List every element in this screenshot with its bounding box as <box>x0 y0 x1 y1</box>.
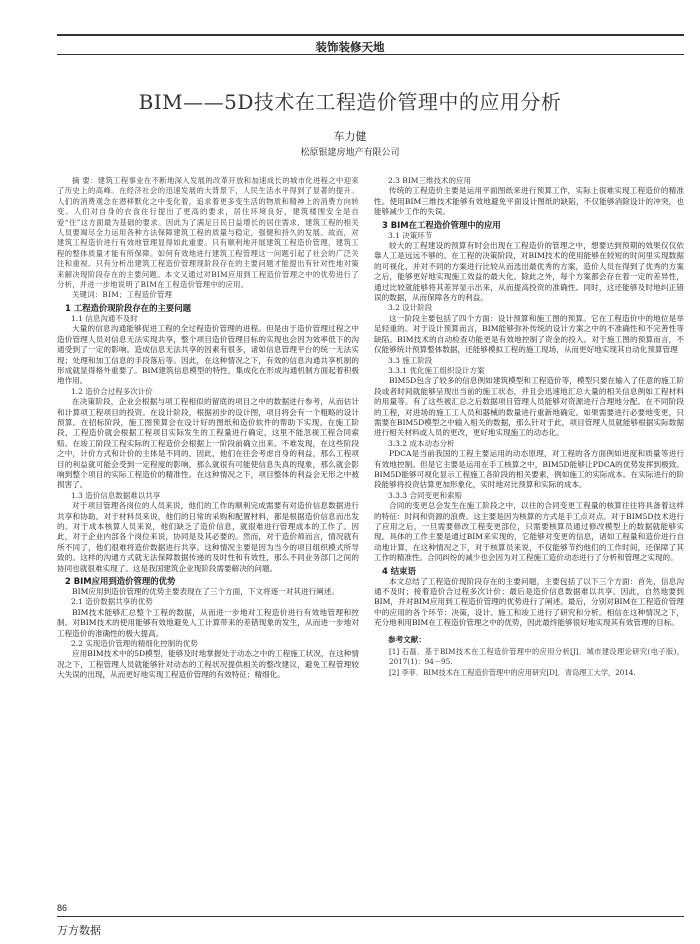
footer-rule <box>57 916 684 917</box>
abstract <box>57 176 359 290</box>
body-paragraph: 这一阶段主要包括了四个方面：设计预算和施工图的预算。它在工程造价中的地位是举足轻重的。对于设计预算而言，BIM能够弥补传统的设计方案之中的不准确性和不完善性等缺陷。BIM技术的自动检查功能更是有效地控制了资金的投入。对于施工图的预算而言，不仅能够统计预算整体数据，还能够模拟工程的施工现场，从而更好地实现其自动化预算管理 <box>374 313 684 355</box>
body-paragraph: 对于项目管理各岗位的人员来说，他们的工作的顺利完成需要有对造价信息数据进行共享和协助。对于材料员来说，他们的日常的采购和配置材料，都是根据造价信息而出发的。对于成本核算人员来说，他们缺乏了造价信息，就很难进行管理成本的工作了。因此，对于企业内部各个岗位来说，协同是及其必要的。然而，对于造价师而言，情况就有所不同了，他们很难将造价数据进行共享。这种情况主要是因为当今的项目组织模式所导致的。这样的沟通方式就无法保障数据传递的及时性和有效性，那么不同业务部门之间的协同也就很难实现了。这是我国建筑企业现阶段需要解决的问题。 <box>57 501 359 573</box>
subsubsection-heading: 3.3.3 合同变更和索赔 <box>388 490 462 500</box>
section-heading: 1 工程造价现阶段存在的主要问题 <box>65 302 191 313</box>
subsection-heading: 1.2 造价合过程多次计价 <box>71 386 153 396</box>
subsection-heading: 2.3 BIM三维技术的应用 <box>388 176 471 185</box>
author-affiliation: 松原银建房地产有限公司 <box>300 148 400 158</box>
keywords: 关键词：BIM；工程造价管理 <box>72 290 173 300</box>
reference-item: [2] 李菲．BIM技术在工程造价管理中的应用研究[D]．青岛理工大学，2014. <box>389 667 636 677</box>
subsection-heading: 3.2 设计阶段 <box>388 303 433 313</box>
body-paragraph: 在决策阶段，企业会根据与项工程相似的留底的项目之中的数据进行参考，从而估计和计算项工程项目的投资。在设计阶段，根据初步的设计图，项目将会有一个粗略的设计预算。在招标阶段，施工图预算会在设计好的图纸和造价软件的帮助下实现。在施工阶段，工程造价就会根据工程项目实际发生的工程量进行确定，这里不能忽视工程合同索赔。在竣工阶段工程实际的工程造价会根据上一阶段前确立出来。不难发现，在这些阶段之中，计价方式和计价的主体是不同的，因此，他们在往会考虑自身的利益，那么工程项目的利益就可能会受到一定程度的影响，那么就很有可能使信息失真的现象，那么就会影响到整个项目的实际工程造价的精准性。在这种情况之下，项目整体的利益会无形之中被损害了。 <box>57 397 359 490</box>
left-column <box>57 176 359 681</box>
right-column <box>374 176 684 678</box>
abstract-text: 摘 要：建筑工程事业在不断地深入发展的改革开放和加速成长的城市化进程之中迎来了历史上的高峰。在经济社会的迅速发展的大背景下，人民生活水平得到了显著的提升。人们的消费观念在潜移默化之中变化着，追求着更多变生活的物质和精神上的消费方向转变。人们对自身的衣食住行提出了更高的要求，居住环境良好，建筑楼围安全是自爱“住”这方面最为基础的要求。因此为了满足日民日益增长的居住需求，建筑工程的相关人员要竭尽全力运用各种方法保障建筑工程的质量与稳定，强健和持久的发展。故而，对建筑工程造价进行有效地管理显得如此重要。只有顺利地开展建筑工程造价管理，建筑工程的整体质量才能有所保障。如何有效地进行建筑工程管理这一问题引起了社会的广泛关注和重视。只有分析出建筑工程造价管理现阶段存在的主要问题才能提出有针对性地对策来解决现阶段存在的主要问题。本文又通过对BIM应用到工程造价管理之中的优势进行了分析，并进一步地说明了BIM在工程造价管理中的应用。 <box>57 176 359 290</box>
subsection-heading: 3.3 施工阶段 <box>388 355 433 365</box>
body-paragraph: 较大的工程建设的预算有时会出现在工程造价的管理之中，想要达到预期的效果仅仅依靠人工是远远不够的。在工程的决策阶段，对BIM技术的使用能够在较短的时间里实现数据的可视化，并对不同的方案进行比较从而选出最优秀的方案，造价人员在得到了优秀的方案之后，能够更好地实现施工效益的最大化。除此之外，每个方案都会存在着一定的差异性，通过比较就能够将其差异显示出来，从而提高投资的准确性。同时，这还能够及时地纠正错误的数据，从而保障各方的利益。 <box>374 241 684 303</box>
body-paragraph: PDCA是当前我国的工程主要运用的动态原理，对工程的各方面例如进度和质量等进行有效地控制。但是它主要是运用在手工核算之中，BIM5D能够让PDCA的优势发挥到极致。BIM5D能够可视化显示工程施工各阶段的相关要素，例如施工的实际成本。在实际进行的阶段能够将投资估算更加形象化，实时地对比预算和实际的成本。 <box>374 449 684 490</box>
column-tag: 装饰装修天地 <box>315 40 385 54</box>
article-title: BIM——5D技术在工程造价管理中的应用分析 <box>138 90 562 114</box>
reference-item: [1] 石磊．基于BIM技术在工程造价管理中的应用分析[J]．城市建设理论研究(电子版)，2017(1)：94－95. <box>389 647 684 667</box>
subsubsection-heading: 3.3.1 优化施工组织设计方案 <box>388 365 485 375</box>
references-heading: 参考文献： <box>388 634 426 644</box>
subsection-heading: 1.3 造价信息数据难以共享 <box>71 490 161 500</box>
body-paragraph: BIM5D包含了较多的信息例如建筑模型和工程造价等，模型只要在输入了任意的施工阶段或者时间就能够呈现出当前的施工状态，并且会迅速地汇总大量的相关信息例如工程材料的用量等。有了这些被汇总之后数据项目管理人员能够对资源进行合理地分配。在不同阶段的工程，对进场的施工工人员和器械的数量进行重新地确定。如果需要进行必要地变更，只需要在BIM5D模型之中输入相关的数据，那么针对于此，项目管理人员就能够根据实际数据进行相关材料或人员的更改，更好地实现施工的动态化。 <box>374 376 684 438</box>
header-top-rule <box>57 34 684 36</box>
body-paragraph: 本文总结了工程造价现阶段存在的主要问题，主要包括了以下三个方面：首先，信息沟通不及时；接着造价合过程多次计价；最后是造价信息数据难以共享。因此，自然地要到BIM，并对BIM应用到工程造价管理的优势进行了阐述。最后，分别对BIM在工程造价管理中的应用的各个环节：决策，设计、施工和竣工进行了研究和分析。相信在这种情况之下，充分地利用BIM在工程造价管理之中的优势，因此最终能够很好地实现其有效管理的目标。 <box>374 576 684 628</box>
section-heading: 3 BIM在工程造价管理中的应用 <box>382 219 501 230</box>
article-author: 车力健 <box>333 130 367 143</box>
body-paragraph: BIM技术能够汇总整个工程的数据，从而进一步地对工程造价进行有效地管理和控制。对BIM技术的使用能够有效地避免人工计算带来的差错现象的发生，从而进一步地对工程造价的准确性的极大提高。 <box>57 607 359 638</box>
header-bottom-rule <box>57 54 684 55</box>
subsubsection-heading: 3.3.2 成本动态分析 <box>388 438 455 448</box>
page-number: 86 <box>57 903 68 913</box>
section-heading: 4 结束语 <box>382 565 416 576</box>
body-paragraph: BIM应用到造价管理的优势主要表现在了三个方面，下文将逐一对其进行阐述。 <box>72 587 339 597</box>
subsection-heading: 2.2 实现造价管理的精细化控制的优势 <box>71 639 198 649</box>
source-watermark: 万方数据 <box>57 924 101 937</box>
subsection-heading: 2.1 造价数据共享的优势 <box>71 597 153 607</box>
subsection-heading: 3.1 决策环节 <box>388 230 433 240</box>
body-paragraph: 应用BIM技术中的5D模型，能够及时地掌握处于动态之中的工程施工状况，在这种情况之下，工程管理人员就能够针对动态的工程状况提供相关的整改建议，避免工程管理较大失误的出现，从而更好地实现工程造价管理的有效特征；精细化。 <box>57 649 359 680</box>
body-paragraph: 大量的信息沟通能够促进工程的全过程造价管理的进程。但是由于造价管理过程之中造价管理人员对信息无法实现共享，整个项目造价管理目标的实现也会因为效率低下的沟通受到了一定的影响。造成信息无法共享的因素有很多，诸如信息管理平台的统一无法实现；处理和加工信息的手段落后等。因此，在这种情况之下，有效的信息沟通共享机制的形成就显得格外重要了。BIM建筑信息模型的特性，集成化在形成沟通机制方面起着积极地作用。 <box>57 324 359 386</box>
body-paragraph: 合同的变更总会发生在施工阶段之中，以往的合同变更工程量的核算往往将具备着这样的特征：时间和资源的浪费。这主要是因为核算的方式是手工点对点。对于BIM5D技术进行了应用之后，一旦需要修改工程变更部位，只需要核算员通过修改模型上的数据就能够实现。具体的工作主要是通过BIM来实现的，它能够对变更的信息，诸如工程量和造价进行自动地计算，在这种情况之下，对于核算员来说，不仅能够节约他们的工作时间，还保障了其工作的精准性。合同纠纷的减少也会因为对工程施工造价动态进行了分析和管理之实现的。 <box>374 501 684 563</box>
subsection-heading: 1.1 信息沟通不及时 <box>71 313 138 323</box>
body-paragraph: 传统的工程造价主要是运用平面图纸来进行预算工作，实际上很难实现工程造价的精准性。使用BIM三维技术能够有效地避免平面设计图纸的缺陷，不仅能够消除设计的冲突，也能够减少工作的失误。 <box>374 186 684 217</box>
section-heading: 2 BIM应用到造价管理的优势 <box>65 576 176 587</box>
